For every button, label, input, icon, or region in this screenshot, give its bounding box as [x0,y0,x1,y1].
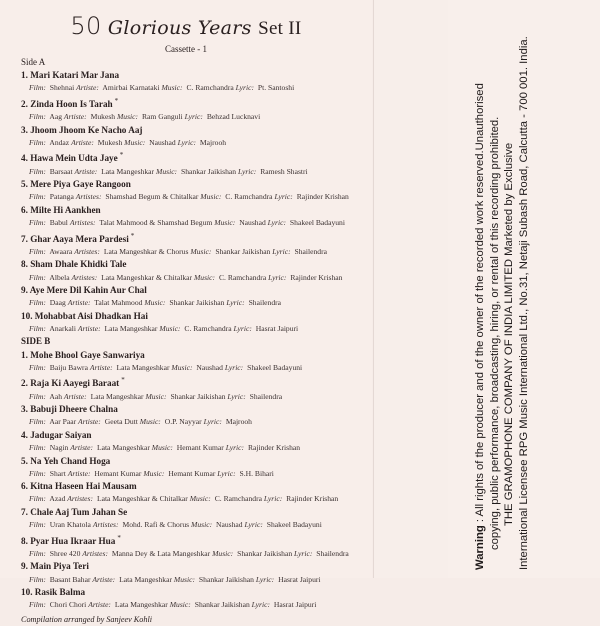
meta-key: Music: [156,166,178,176]
meta-key: Music: [143,468,165,478]
track-name: Jhoom Jhoom Ke Nacho Aaj [30,124,143,135]
track-title [21,429,366,442]
track-title [21,69,366,82]
meta-key: Film: [29,600,46,610]
meta-value: Mohd. Rafi & Chorus [122,520,190,530]
meta-value: Majrooh [199,137,227,147]
warning-text-1: : All rights of the producer and of the owner of the recorded work reserved.Unauthorised [474,83,486,523]
meta-key: Lyric: [177,137,196,147]
meta-value: Baiju Bawra [49,362,88,372]
track-title [21,349,366,362]
meta-value: Rajinder Krishan [296,192,349,202]
meta-key: Music: [191,520,213,530]
meta-value: C. Ramchandra [218,272,267,282]
track-meta [29,166,366,179]
meta-value: O.P. Nayyar [164,417,202,427]
track-meta [29,323,366,336]
track-title [21,204,366,217]
meta-value: Shakeel Badayuni [289,218,345,228]
track-meta [29,111,366,124]
meta-key: Music: [161,83,183,93]
meta-key: Lyric: [203,417,222,427]
track-name: Mari Katari Mar Jana [30,70,120,81]
track-number: 6. [21,481,28,492]
track-meta [29,246,366,259]
meta-value: Hemant Kumar [168,468,216,478]
meta-value: Shankar Jaikishan [215,246,271,256]
meta-value: Rajinder Krishan [247,443,301,452]
title-number: 50 [70,12,102,40]
meta-value: C. Ramchandra [184,323,232,333]
title-main: Glorious Years [107,17,252,39]
title-set: Set II [258,18,302,39]
track-title [21,506,366,519]
meta-key: Film: [29,520,46,530]
track-name: Hawa Mein Udta Jaye [30,153,118,164]
meta-key: Lyric: [235,83,254,93]
track-name: Main Piya Teri [30,561,89,572]
track-meta [29,82,366,95]
meta-value: Shankar Jaikishan [170,391,226,401]
meta-value: Pt. Santoshi [257,83,295,93]
meta-key: Lyric: [267,218,287,228]
track-title [21,124,366,137]
meta-key: Film: [29,166,46,176]
warning-line-2: copying, public performance, broadcasting, hiring, or rental of this recording prohibited. [488,116,501,550]
track-meta [29,272,366,285]
track-number: 4. [21,153,28,164]
meta-value: Hasrat Jaipuri [255,323,299,333]
meta-value: Geeta Dutt [104,417,138,427]
meta-value: Hemant Kumar [176,443,224,452]
track-name: Sham Dhale Khidki Tale [30,259,127,270]
meta-key: Music: [171,362,193,372]
meta-key: Music: [159,323,181,333]
track-number: 5. [21,179,28,190]
meta-key: Music: [189,494,211,504]
meta-key: Music: [190,246,212,256]
track-name: Aye Mere Dil Kahin Aur Chal [29,285,147,296]
meta-value: Lata Mangeshkar [119,574,173,584]
track-number: 8. [21,259,28,270]
meta-value: Andaz [49,137,70,147]
meta-key: Artiste: [71,137,94,147]
meta-value: C. Ramchandra [186,83,234,93]
compilation-credit: Compilation arranged by Sanjeev Kohli [21,614,152,624]
track-name: Zinda Hoon Is Tarah [30,98,113,109]
meta-key: Music: [145,391,167,401]
meta-key: Lyric: [233,323,252,333]
meta-value: Shailendra [249,391,283,401]
track-asterisk: * [121,376,125,385]
track-asterisk: * [114,96,119,105]
meta-value: Awaara [49,246,73,256]
meta-key: Film: [29,246,46,256]
meta-value: Barsaat [49,166,73,176]
meta-key: Film: [29,417,46,427]
meta-key: Artiste: [74,166,98,176]
track-meta [29,297,366,310]
meta-key: Lyric: [217,468,236,478]
track-name: Rasik Balma [34,587,86,598]
track-asterisk: * [117,533,121,542]
meta-key: Film: [29,83,46,93]
meta-value: Naushad [216,520,243,530]
meta-value: Shankar Jaikishan [169,298,225,308]
meta-key: Lyric: [226,298,245,308]
meta-key: Artiste: [63,391,87,401]
meta-key: Lyric: [225,443,245,452]
meta-key: Film: [29,298,46,308]
meta-value: Shart [49,468,66,478]
meta-key: Film: [29,443,46,452]
meta-key: Artistes: [71,272,98,282]
side-b-label: SIDE B [21,336,51,347]
track-number: 3. [21,404,28,415]
track-number: 1. [21,70,28,81]
meta-value: Hasrat Jaipuri [273,600,317,610]
track-name: Na Yeh Chand Hoga [30,455,111,466]
meta-value: Shakeel Badayuni [247,362,303,372]
track-title [21,258,366,271]
meta-key: Lyric: [184,112,203,122]
track-name: Chale Aaj Tum Jahan Se [30,506,128,517]
meta-key: Artistes: [69,218,96,228]
meta-value: Lata Mangeshkar [114,600,168,610]
meta-value: Ram Ganguli [141,112,183,122]
meta-value: Lata Mangeshkar & Chitalkar [101,272,193,282]
meta-value: Nagin [49,443,69,452]
meta-key: Film: [29,391,46,401]
meta-key: Lyric: [263,494,283,504]
meta-value: Naushad [239,218,266,228]
warning-line-3: THE GRAMOPHONE COMPANY OF INDIA LIMITED Marketed by Exclusive [503,142,516,526]
meta-value: Lata Mangeshkar [101,166,155,176]
meta-key: Music: [169,600,191,610]
meta-key: Film: [29,272,46,282]
tracklist [21,56,366,626]
track-meta [29,548,366,561]
copyright-warning [473,18,531,578]
track-number: 10. [21,310,33,321]
side-a-tracks [21,69,366,335]
meta-value: Rajinder Krishan [290,272,343,282]
meta-key: Lyric: [251,600,271,610]
side-b-tracks [21,349,366,612]
meta-key: Artistes: [75,192,102,202]
warning-label: Warning [474,525,486,570]
meta-value: Aag [49,112,63,122]
track-meta [29,362,366,375]
meta-value: Chori Chori [49,600,87,610]
meta-value: Shailendra [248,298,282,308]
meta-key: Music: [214,218,236,228]
meta-key: Artiste: [88,600,111,610]
meta-key: Artiste: [67,468,91,478]
meta-key: Film: [29,494,46,504]
meta-value: Ramesh Shastri [260,166,308,176]
track-asterisk: * [130,231,135,240]
meta-key: Artiste: [89,362,113,372]
track-name: Milte Hi Aankhen [30,204,101,215]
track-number: 5. [21,455,28,466]
meta-key: Lyric: [227,391,246,401]
meta-value: Lata Mangeshkar & Chitalkar [96,494,188,504]
meta-value: Aah [49,391,63,401]
track-name: Pyar Hua Ikraar Hua [30,535,116,546]
track-meta [29,416,366,429]
track-number: 2. [21,98,28,109]
meta-key: Lyric: [268,272,287,282]
meta-key: Artiste: [67,298,91,308]
meta-value: Anarkali [49,323,76,333]
meta-value: Lata Mangeshkar [116,362,170,372]
track-name: Jadugar Saiyan [30,429,92,440]
track-number: 10. [21,587,33,598]
meta-value: Babul [49,218,68,228]
meta-value: Patanga [49,192,74,202]
meta-value: Shankar Jaikishan [181,166,237,176]
meta-key: Lyric: [224,362,244,372]
meta-key: Artistes: [74,246,100,256]
track-meta [29,137,366,150]
meta-key: Music: [193,272,216,282]
track-meta [29,217,366,230]
track-number: 7. [21,506,28,517]
track-name: Mohe Bhool Gaye Sanwariya [30,349,145,360]
meta-key: Film: [29,323,46,333]
meta-key: Film: [29,137,46,147]
meta-key: Lyric: [237,166,257,176]
meta-value: Naushad [149,137,176,147]
meta-value: Shankar Jaikishan [198,574,254,584]
meta-value: C. Ramchandra [214,494,262,504]
track-number: 9. [21,285,28,296]
meta-value: Hasrat Jaipuri [278,574,321,584]
meta-key: Music: [200,192,222,202]
meta-value: Mukesh [97,137,123,147]
meta-value: Shailendra [294,246,327,256]
track-number: 8. [21,535,28,546]
track-title [21,560,366,573]
meta-value: Naushad [196,362,223,372]
meta-key: Artiste: [63,112,87,122]
meta-key: Music: [173,574,196,584]
meta-value: Uran Khatola [49,520,91,530]
meta-key: Music: [151,443,173,452]
meta-value: Lata Mangeshkar [96,443,150,452]
track-name: Mohabbat Aisi Dhadkan Hai [34,310,148,321]
meta-value: Lata Mangeshkar [90,391,144,401]
cassette-label: Cassette - 1 [165,44,207,54]
meta-key: Lyric: [274,192,293,202]
side-a-label: Side A [21,57,46,67]
track-meta [29,574,366,587]
track-asterisk: * [119,151,124,160]
meta-key: Film: [29,362,46,372]
meta-key: Lyric: [255,574,275,584]
meta-value: Hemant Kumar [94,468,142,478]
meta-key: Lyric: [272,246,291,256]
track-meta [29,442,366,455]
meta-key: Artistes: [92,520,119,530]
meta-value: Rajinder Krishan [286,494,339,504]
track-title [21,230,366,246]
meta-value: Lata Mangeshkar [104,323,158,333]
meta-value: Shankar Jaikishan [194,600,250,610]
meta-value: Majrooh [225,417,252,427]
meta-value: S.H. Bihari [239,468,274,478]
meta-value: Shankar Jaikishan [237,548,293,558]
track-meta [29,493,366,506]
track-number: 9. [21,561,28,572]
track-number: 7. [21,233,28,244]
track-number: 2. [21,378,28,389]
meta-key: Music: [139,417,161,427]
meta-value: Mukesh [90,112,116,122]
track-name: Raja Ki Aayegi Baraat [30,378,120,389]
meta-value: Albela [49,272,70,282]
track-number: 4. [21,429,28,440]
track-name: Ghar Aaya Mera Pardesi [30,233,129,244]
warning-line-4: International Licensee RPG Music International Ltd., No.31, Netaji Subash Road, Calcutta - 700 001. India. [517,36,530,570]
meta-key: Film: [29,574,46,584]
meta-value: Talat Mahmood & Shamshad Begum [99,218,213,228]
track-title [21,178,366,191]
track-title [21,480,366,493]
meta-key: Artistes: [82,548,109,558]
meta-key: Artiste: [77,323,101,333]
meta-value: Aar Paar [49,417,77,427]
meta-key: Music: [116,112,139,122]
meta-key: Artiste: [78,417,101,427]
inlay-spine-panel [373,0,449,578]
meta-value: Shree 420 [49,548,81,558]
meta-value: Shakeel Badayuni [266,520,322,530]
track-title [21,403,366,416]
warning-line-1 [473,18,488,578]
track-meta [29,191,366,204]
meta-value: Shailendra [316,548,349,558]
meta-key: Lyric: [294,548,313,558]
track-title [21,374,366,390]
track-number: 6. [21,204,28,215]
track-name: Mere Piya Gaye Rangoon [30,179,131,190]
track-meta [29,599,366,612]
meta-key: Music: [124,137,146,147]
meta-value: Behzad Lucknavi [206,112,261,122]
meta-key: Film: [29,468,46,478]
track-meta [29,468,366,481]
meta-key: Film: [29,218,46,228]
meta-key: Music: [212,548,234,558]
meta-key: Film: [29,192,46,202]
track-title [21,310,366,323]
track-title [21,95,366,111]
meta-value: Lata Mangeshkar & Chorus [103,246,189,256]
meta-value: Amirbai Karnataki [102,83,160,93]
meta-value: Talat Mahmood [94,298,143,308]
meta-key: Music: [144,298,166,308]
meta-key: Artiste: [76,83,99,93]
meta-value: C. Ramchandra [225,192,273,202]
meta-key: Artiste: [92,574,116,584]
meta-value: Azad [49,494,66,504]
meta-value: Basant Bahar [49,574,91,584]
track-title [21,149,366,165]
track-title [21,586,366,599]
track-title [21,284,366,297]
meta-key: Film: [29,112,46,122]
track-name: Babuji Dheere Chalna [30,404,118,415]
album-title [0,12,372,40]
track-number: 1. [21,349,28,360]
track-meta [29,519,366,532]
meta-value: Shehnai [49,83,75,93]
track-title [21,455,366,468]
track-number: 3. [21,124,28,135]
track-meta [29,391,366,404]
meta-key: Artiste: [70,443,94,452]
meta-value: Shamshad Begum & Chitalkar [105,192,199,202]
track-title [21,532,366,548]
meta-value: Daag [49,298,66,308]
meta-key: Artistes: [67,494,94,504]
meta-key: Film: [29,548,46,558]
meta-key: Lyric: [244,520,263,530]
meta-value: Manna Dey & Lata Mangeshkar [111,548,211,558]
track-name: Kitna Haseen Hai Mausam [30,481,137,492]
